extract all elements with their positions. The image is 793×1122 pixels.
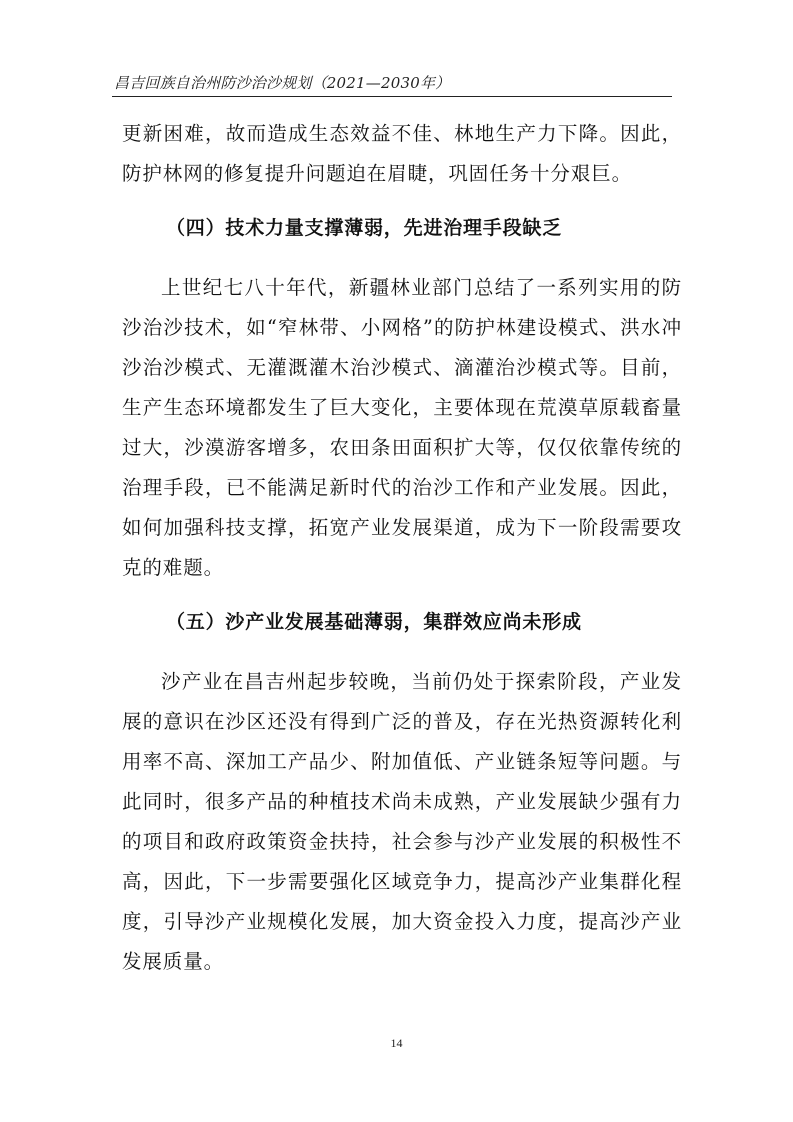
- section-4-paragraph: 上世纪七八十年代，新疆林业部门总结了一系列实用的防沙治沙技术，如“窄林带、小网格”的防护林建设模式、洪水冲沙治沙模式、无灌溉灌木治沙模式、滴灌治沙模式等。目前，生产生态环境都发生了巨大变化，主要体现在荒漠草原载畜量过大，沙漠游客增多，农田条田面积扩大等，仅仅依靠传统的治理手段，已不能满足新时代的治沙工作和产业发展。因此，如何加强科技支撑，拓宽产业发展渠道，成为下一阶段需要攻克的难题。: [122, 276, 682, 579]
- continued-paragraph: 更新困难，故而造成生态效益不佳、林地生产力下降。因此，防护林网的修复提升问题迫在眉睫，巩固任务十分艰巨。: [122, 122, 682, 185]
- document-title: 昌吉回族自治州防沙治沙规划（2021—2030年）: [114, 74, 451, 92]
- running-header: [112, 66, 672, 97]
- section-heading-4: （四）技术力量支撑薄弱，先进治理手段缺乏: [166, 217, 563, 239]
- page-number: 14: [390, 1036, 403, 1050]
- page-body: [122, 114, 682, 982]
- section-heading-5: （五）沙产业发展基础薄弱，集群效应尚未形成: [166, 611, 582, 633]
- section-5-paragraph: 沙产业在昌吉州起步较晚，当前仍处于探索阶段，产业发展的意识在沙区还没有得到广泛的普及，存在光热资源转化利用率不高、深加工产品少、附加值低、产业链条短等问题。与此同时，很多产品的种植技术尚未成熟，产业发展缺少强有力的项目和政府政策资金扶持，社会参与沙产业发展的积极性不高，因此，下一步需要强化区域竞争力，提高沙产业集群化程度，引导沙产业规模化发展，加大资金投入力度，提高沙产业发展质量。: [122, 670, 682, 973]
